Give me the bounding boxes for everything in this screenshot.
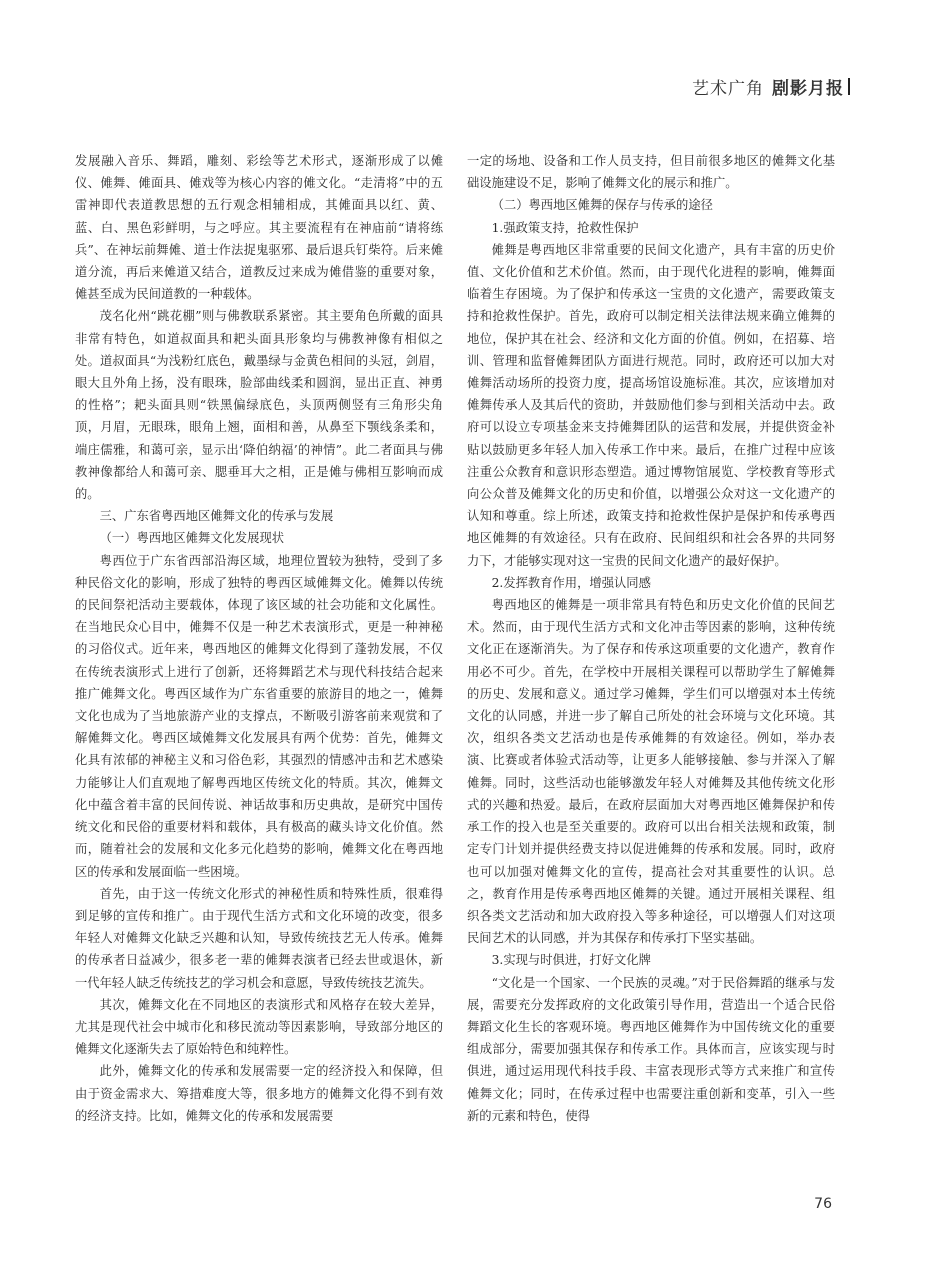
subsection-heading: （一）粤西地区傩舞文化发展现状 [99,531,285,546]
section-heading: 三、广东省粤西地区傩舞文化的传承与发展 [99,509,334,524]
paragraph: 首先，由于这一传统文化形式的神秘性质和特殊性质，很难得到足够的宣传和推广。由于现代生活方式和文化环境的改变，很多年轻人对傩舞文化缺乏兴趣和认知，导致传统技艺无人传承。傩舞的传承者日益减少，很多老一辈的傩舞表演者已经去世或退休，新一代年轻人缺乏传统技艺的学习机会和意愿，导致传统技艺流失。 [75,886,443,990]
left-text-column [75,150,443,1127]
paragraph: “文化是一个国家、一个民族的灵魂。”对于民俗舞蹈的继承与发展，需要充分发挥政府的文化政策引导作用，营造出一个适合民俗舞蹈文化生长的客观环境。粤西地区傩舞作为中国传统文化的重要组成部分，需要加强其保存和传承工作。具体而言，应该实现与时俱进，通过运用现代科技手段、丰富表现形式等方式来推广和宣传傩舞文化；同时，在传承过程中也需要注重创新和变革，引入一些新的元素和特色，使得 [467,975,835,1123]
header-magazine-title: 剧影月报 [772,79,844,99]
paragraph: 此外，傩舞文化的传承和发展需要一定的经济投入和保障，但由于资金需求大、筹措难度大等，很多地方的傩舞文化得不到有效的经济支持。比如，傩舞文化的传承和发展需要 [75,1064,443,1123]
paragraph: 傩舞是粤西地区非常重要的民间文化遗产，具有丰富的历史价值、文化价值和艺术价值。然而，由于现代化进程的影响，傩舞面临着生存困境。为了保护和传承这一宝贵的文化遗产，需要政策支持和抢救性保护。首先，政府可以制定相关法律法规来确立傩舞的地位，保护其在社会、经济和文化方面的价值。例如，在招募、培训、管理和监督傩舞团队方面进行规范。同时，政府还可以加大对傩舞活动场所的投资力度，提高场馆设施标准。其次，应该增加对傩舞传承人及其后代的资助，并鼓励他们参与到相关活动中去。政府可以设立专项基金来支持傩舞团队的运营和发展，并提供资金补贴以鼓励更多年轻人加入传承工作中来。最后，在推广过程中应该注重公众教育和意识形态塑造。通过博物馆展览、学校教育等形式向公众普及傩舞文化的历史和价值，以增强公众对这一文化遗产的认知和尊重。综上所述，政策支持和抢救性保护是保护和传承粤西地区傩舞的有效途径。只有在政府、民间组织和社会各界的共同努力下，才能够实现对这一宝贵的民间文化遗产的最好保护。 [467,242,835,568]
running-header [692,74,850,99]
paragraph: 茂名化州“跳花棚”则与佛教联系紧密。其主要角色所戴的面具非常有特色，如道叔面具和耙头面具形象均与佛教神像有相似之处。道叔面具“为浅粉红底色，戴墨绿与金黄色相间的头冠，剑眉，眼大且外角上扬，没有眼珠，脸部曲线柔和圆润，显出正直、神勇的性格”；耙头面具则“铁黑偏绿底色，头顶两侧竖有三角形尖角顶，月眉，无眼珠，眼角上翘，面相和善，从鼻至下颚线条柔和，端庄儒雅，和蔼可亲，显示出‘降伯纳福’的神情”。此二者面具与佛教神像都给人和蔼可亲、腮垂耳大之相，正是傩与佛相互影响而成的。 [75,309,443,502]
paragraph: 粤西位于广东省西部沿海区域，地理位置较为独特，受到了多种民俗文化的影响，形成了独特的粤西区域傩舞文化。傩舞以传统的民间祭祀活动主要载体，体现了该区域的社会功能和文化属性。在当地民众心目中，傩舞不仅是一种艺术表演形式，更是一种神秘的习俗仪式。近年来，粤西地区的傩舞文化得到了蓬勃发展，不仅在传统表演形式上进行了创新，还将舞蹈艺术与现代科技结合起来推广傩舞文化。粤西区域作为广东省重要的旅游目的地之一，傩舞文化也成为了当地旅游产业的支撑点，不断吸引游客前来观赏和了解傩舞文化。粤西区域傩舞文化发展具有两个优势：首先，傩舞文化具有浓郁的神秘主义和习俗色彩，其强烈的情感冲击和艺术感染力能够让人们直观地了解粤西地区传统文化的特质。其次，傩舞文化中蕴含着丰富的民间传说、神话故事和历史典故，是研究中国传统文化和民俗的重要材料和载体，具有极高的藏头诗文化价值。然而，随着社会的发展和文化多元化趋势的影响，傩舞文化在粤西地区的传承和发展面临一些困境。 [75,553,443,879]
page-number: 76 [814,1196,832,1212]
paragraph: 粤西地区的傩舞是一项非常具有特色和历史文化价值的民间艺术。然而，由于现代生活方式和文化冲击等因素的影响，这种传统文化正在逐渐消失。为了保存和传承这项重要的文化遗产，教育作用必不可少。首先，在学校中开展相关课程可以帮助学生了解傩舞的历史、发展和意义。通过学习傩舞，学生们可以增强对本土传统文化的认同感，并进一步了解自己所处的社会环境与文化环境。其次，组织各类文艺活动也是传承傩舞的有效途径。例如，举办表演、比赛或者体验式活动等，让更多人能够接触、参与并深入了解傩舞。同时，这些活动也能够激发年轻人对傩舞及其他传统文化形式的兴趣和热爱。最后，在政府层面加大对粤西地区傩舞保护和传承工作的投入也是至关重要的。政府可以出台相关法规和政策，制定专门计划并提供经费支持以促进傩舞的传承和发展。同时，政府也可以加强对傩舞文化的宣传，提高社会对其重要性的认识。总之，教育作用是传承粤西地区傩舞的关键。通过开展相关课程、组织各类文艺活动和加大政府投入等多种途径，可以增强人们对这项民间艺术的认同感，并为其保存和传承打下坚实基础。 [467,598,835,946]
subsection-heading: 2.发挥教育作用，增强认同感 [491,575,651,590]
header-section-title: 艺术广角 [692,79,764,99]
header-divider-bar [848,78,850,95]
paragraph: 一定的场地、设备和工作人员支持，但目前很多地区的傩舞文化基础设施建设不足，影响了傩舞文化的展示和推广。 [467,154,835,191]
subsection-heading: 1.强政策支持，抢救性保护 [491,220,639,235]
paragraph: 其次，傩舞文化在不同地区的表演形式和风格存在较大差异，尤其是现代社会中城市化和移民流动等因素影响，导致部分地区的傩舞文化逐渐失去了原始特色和纯粹性。 [75,997,443,1057]
paragraph: 发展融入音乐、舞蹈，雕刻、彩绘等艺术形式，逐渐形成了以傩仪、傩舞、傩面具、傩戏等为核心内容的傩文化。“走清将”中的五雷神即代表道教思想的五行观念相辅相成，其傩面具以红、黄、蓝、白、黑色彩鲜明，与之呼应。其主要流程有在神庙前“请将练兵”、在神坛前舞傩、道士作法捉鬼驱邪、最后退兵钉柴符。后来傩道分流，再后来傩道又结合，道教反过来成为傩借鉴的重要对象，傩甚至成为民间道教的一种载体。 [75,154,443,302]
subsection-heading: 3.实现与时俱进，打好文化牌 [491,953,651,968]
subsection-heading: （二）粤西地区傩舞的保存与传承的途径 [491,198,713,213]
right-text-column [467,150,835,1127]
